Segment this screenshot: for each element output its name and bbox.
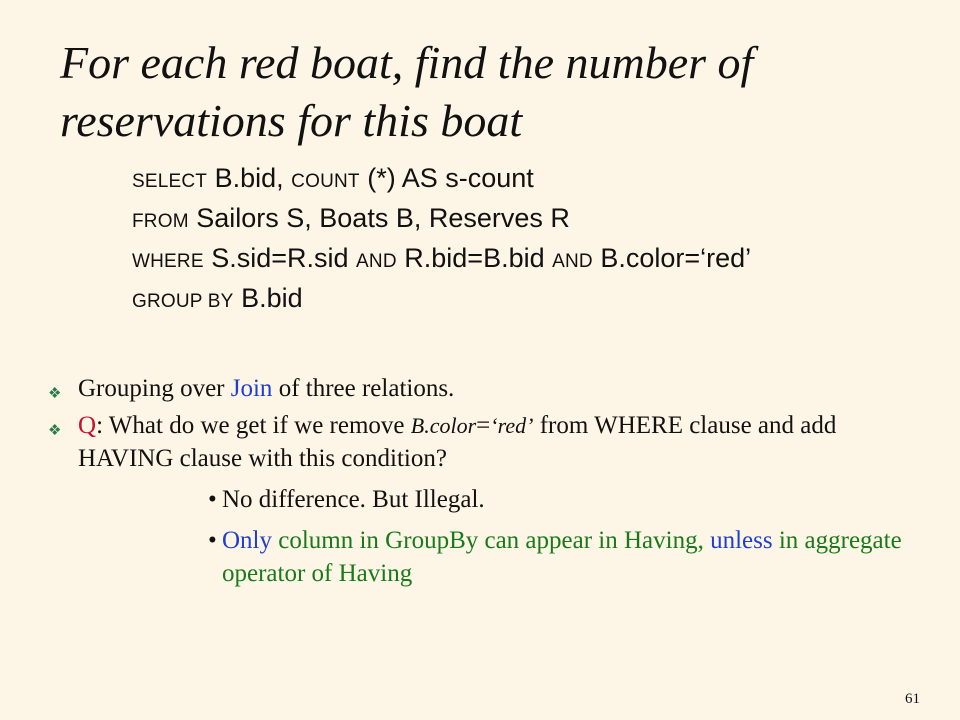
sql-keyword: AND [552,251,593,272]
sql-keyword: SELECT [132,171,208,192]
condition-column: B.color [410,413,477,438]
bullet-text: from WHERE clause and add HAVING clause with this condition? [78,412,837,472]
sql-text: S.sid=R.sid [203,243,357,273]
sql-keyword: FROM [132,211,189,232]
condition-equals: = [476,412,491,439]
highlight-unless: unless [710,527,773,554]
sub-bullet-answer [208,483,928,516]
highlight-join: Join [230,375,273,402]
bullet-text: Grouping over [78,375,231,402]
sql-line-groupby [132,280,751,320]
diamond-bullet-icon [48,415,61,448]
bullet-item-question [48,409,928,475]
slide-title [60,34,920,150]
title-line-2: reservations for this boat [60,95,523,146]
sql-keyword: AND [356,251,397,272]
sql-keyword: WHERE [132,251,204,272]
sql-keyword: COUNT [291,171,360,192]
sql-text: R.bid=B.bid [396,243,553,273]
sql-line-select [132,160,751,200]
rule-text: in aggregate operator of Having [222,527,902,587]
sql-text: B.bid, [207,163,292,193]
sql-query [132,160,751,320]
sql-text: Sailors S, Boats B, Reserves R [188,203,570,233]
rule-text: column in GroupBy can appear in Having, [272,527,711,554]
sql-text: (*) AS s-count [359,163,534,193]
title-line-1: For each red boat, find the number of [60,37,754,88]
dot-bullet-icon [208,483,217,516]
sql-line-from [132,200,751,240]
condition-value: ‘red’ [490,413,534,438]
bullet-item-join [48,372,928,405]
bullet-text: of three relations. [272,375,455,402]
sub-bullet-rule [208,524,928,590]
dot-bullet-icon [208,524,217,557]
sql-text: B.color=‘red’ [592,243,752,273]
sql-line-where [132,240,751,280]
page-number: 61 [905,691,920,707]
sql-keyword: GROUP BY [132,291,234,312]
bullet-text: : What do we get if we remove [96,412,411,439]
question-label: Q [78,412,97,439]
highlight-only: Only [222,527,272,554]
sub-bullet-text: No difference. But Illegal. [222,486,485,513]
diamond-bullet-icon [48,378,61,411]
sql-text: B.bid [233,283,303,313]
bullet-list [48,372,928,590]
